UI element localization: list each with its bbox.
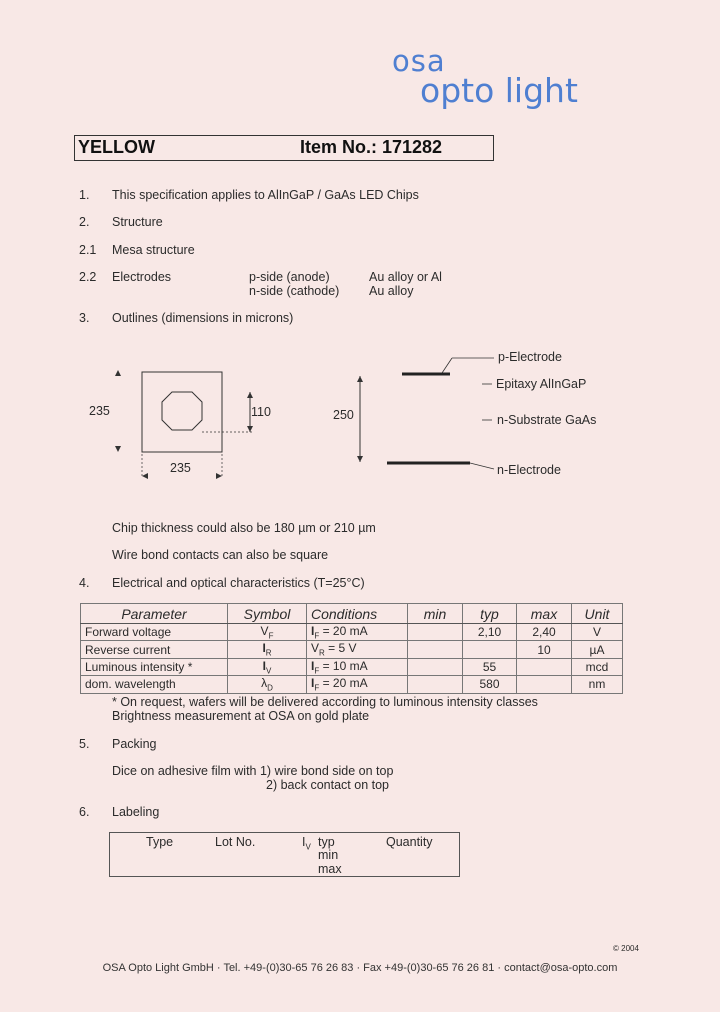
cell-param: dom. wavelength <box>81 676 228 693</box>
table-row <box>81 658 623 675</box>
cell-param: Reverse current <box>81 641 228 658</box>
section-21-text: Mesa structure <box>112 243 195 257</box>
section-6-text: Labeling <box>112 805 160 819</box>
cell-max <box>517 676 572 693</box>
th-conditions: Conditions <box>307 604 408 624</box>
characteristics-table <box>80 603 623 694</box>
item-number: Item No.: 171282 <box>300 137 443 157</box>
dim-inner: 110 <box>251 405 271 419</box>
section-1-num: 1. <box>79 188 90 202</box>
section-3-num: 3. <box>79 311 90 325</box>
cell-param: Luminous intensity * <box>81 658 228 675</box>
packing-line-1: Dice on adhesive film with 1) wire bond side on top <box>112 764 394 778</box>
footer-contact: OSA Opto Light GmbH · Tel. +49-(0)30-65 76 26 83 · Fax +49-(0)30-65 76 26 81 · contact@osa-opto.com <box>102 962 618 974</box>
th-max: max <box>517 604 572 624</box>
section-3-text: Outlines (dimensions in microns) <box>112 311 294 325</box>
note-thickness: Chip thickness could also be 180 µm or 210 µm <box>112 521 376 535</box>
cell-conditions: $I_F = 10$ mA <box>307 658 408 675</box>
table-row <box>81 641 623 658</box>
packing-line-2: 2) back contact on top <box>266 778 389 792</box>
section-22-num: 2.2 <box>79 270 97 284</box>
label-n-electrode: n-Electrode <box>497 463 561 477</box>
label-typ: typ <box>318 835 335 849</box>
cell-typ: 2,10 <box>463 624 517 641</box>
label-min: min <box>318 848 339 862</box>
label-type: Type <box>146 835 174 849</box>
th-parameter: Parameter <box>81 604 228 624</box>
section-4-text: Electrical and optical characteristics (T=25°C) <box>112 576 365 590</box>
cell-min <box>408 624 463 641</box>
cell-max: 10 <box>517 641 572 658</box>
cell-unit: V <box>572 624 623 641</box>
cell-typ: 580 <box>463 676 517 693</box>
cell-symbol: $I_R$ <box>228 641 307 658</box>
cell-symbol: $V_F$ <box>228 624 307 641</box>
cell-max: 2,40 <box>517 624 572 641</box>
cell-symbol: $\lambda_D$ <box>228 676 307 693</box>
th-min: min <box>408 604 463 624</box>
table-row <box>81 676 623 693</box>
color-title: YELLOW <box>78 137 155 157</box>
section-2-text: Structure <box>112 215 163 229</box>
cell-min <box>408 676 463 693</box>
section-6-num: 6. <box>79 805 90 819</box>
cell-conditions: $I_F = 20$ mA <box>307 624 408 641</box>
label-substrate: n-Substrate GaAs <box>497 413 597 427</box>
table-header-row <box>81 604 623 624</box>
label-p-electrode: p-Electrode <box>498 350 562 364</box>
cell-typ: 55 <box>463 658 517 675</box>
label-iv: $I_V$ <box>302 835 311 852</box>
section-22-text: Electrodes <box>112 270 172 284</box>
cell-conditions: $V_R = 5$ V <box>307 641 408 658</box>
section-2-num: 2. <box>79 215 90 229</box>
section-5-num: 5. <box>79 737 90 751</box>
section-21-num: 2.1 <box>79 243 97 257</box>
cell-unit: mcd <box>572 658 623 675</box>
cell-param: Forward voltage <box>81 624 228 641</box>
th-typ: typ <box>463 604 517 624</box>
cell-conditions: $I_F = 20$ mA <box>307 676 408 693</box>
logo-opto-light: opto light <box>420 71 578 110</box>
dim-left: 235 <box>89 404 110 418</box>
table-note-1: * On request, wafers will be delivered according to luminous intensity classes <box>112 695 538 709</box>
cell-typ <box>463 641 517 658</box>
copyright: © 2004 <box>613 944 639 953</box>
section-1-text: This specification applies to AlInGaP / GaAs LED Chips <box>112 188 419 202</box>
dim-bottom: 235 <box>170 461 191 475</box>
n-side-label: n-side (cathode) <box>249 284 340 298</box>
cell-unit: µA <box>572 641 623 658</box>
label-max: max <box>318 862 342 876</box>
p-side-label: p-side (anode) <box>249 270 330 284</box>
th-unit: Unit <box>572 604 623 624</box>
cell-max <box>517 658 572 675</box>
table-row <box>81 624 623 641</box>
cell-min <box>408 658 463 675</box>
label-lot: Lot No. <box>215 835 256 849</box>
section-5-text: Packing <box>112 737 157 751</box>
label-quantity: Quantity <box>386 835 433 849</box>
cell-symbol: $I_V$ <box>228 658 307 675</box>
n-side-material: Au alloy <box>369 284 414 298</box>
dim-height: 250 <box>333 408 354 422</box>
cell-unit: nm <box>572 676 623 693</box>
note-wirebond: Wire bond contacts can also be square <box>112 548 329 562</box>
logo-osa: osa <box>392 44 446 78</box>
cell-min <box>408 641 463 658</box>
p-side-material: Au alloy or Al <box>369 270 442 284</box>
section-4-num: 4. <box>79 576 90 590</box>
table-note-2: Brightness measurement at OSA on gold plate <box>112 709 370 723</box>
label-epitaxy: Epitaxy AlInGaP <box>496 377 587 391</box>
th-symbol: Symbol <box>228 604 307 624</box>
